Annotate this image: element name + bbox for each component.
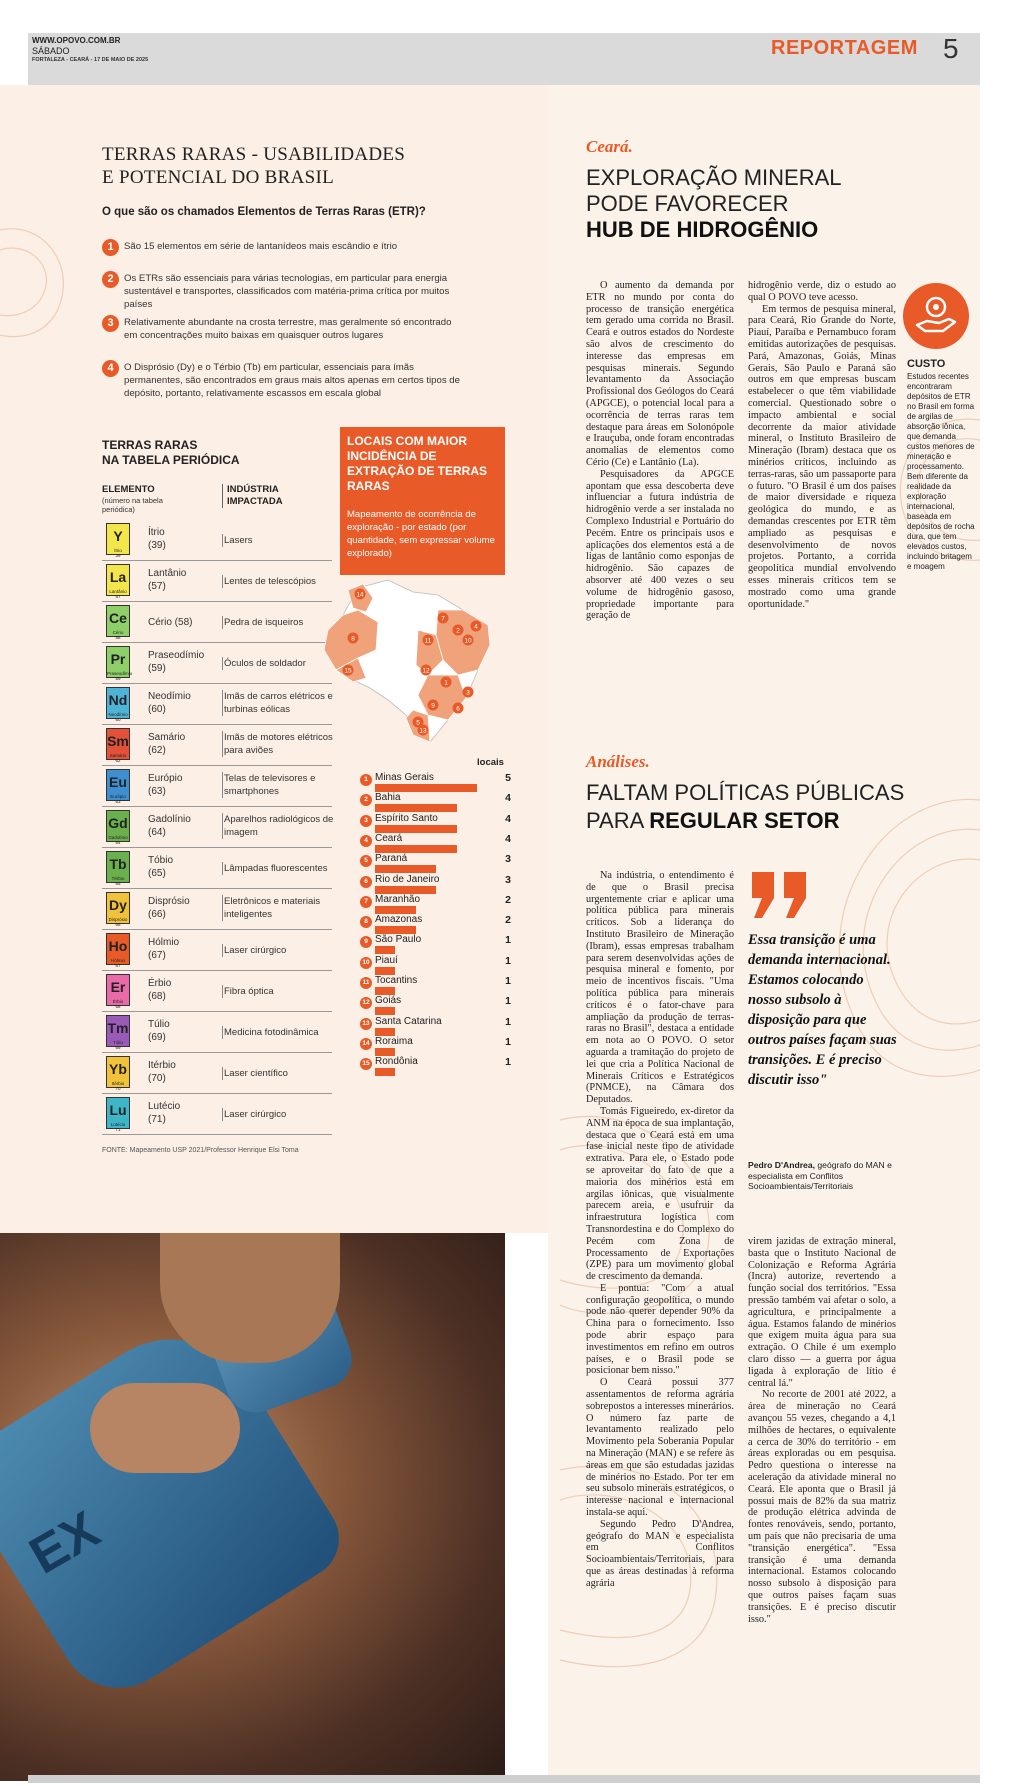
element-tile-number: 71 <box>115 1127 121 1132</box>
element-symbol: Lu <box>109 1102 127 1118</box>
key-point-1 <box>102 240 462 253</box>
article1-headline <box>586 165 842 217</box>
article1-column1 <box>586 280 734 622</box>
element-row-tm <box>102 1012 332 1053</box>
element-name <box>148 977 171 1003</box>
bar-row <box>360 1056 515 1078</box>
bar-row <box>360 914 515 936</box>
element-industry: Imãs de carros elétricos e turbinas eólicas <box>224 691 333 715</box>
element-tile-number: 63 <box>115 799 121 804</box>
bar-row <box>360 833 515 855</box>
element-name <box>148 1100 180 1126</box>
element-industry: Lentes de telescópios <box>222 575 334 588</box>
element-tile <box>106 769 130 804</box>
element-symbol: Ho <box>108 938 128 954</box>
periodic-title-line2: NA TABELA PERIÓDICA <box>102 453 240 467</box>
element-symbol: Y <box>113 528 123 544</box>
periodic-table-title <box>102 438 240 468</box>
map-marker-number: 11 <box>424 637 432 645</box>
bar-row <box>360 792 515 814</box>
map-marker-number: 3 <box>466 689 470 697</box>
element-tile <box>106 564 130 599</box>
article2-headline-line2 <box>586 808 839 834</box>
bar <box>375 825 457 833</box>
element-name-text: Érbio <box>148 978 172 989</box>
bar-value: 1 <box>505 995 511 1008</box>
element-number: (67) <box>148 950 166 961</box>
element-industry: Imãs de motores elétricos para aviões <box>224 732 333 756</box>
bar-value: 1 <box>505 1035 511 1048</box>
element-name-text: Itérbio <box>148 1060 176 1071</box>
element-industry: Óculos de soldador <box>222 657 334 670</box>
element-tile-number: 58 <box>115 635 121 640</box>
element-industry: Pedra de isqueiros <box>222 616 334 629</box>
article2-column2 <box>748 1236 896 1625</box>
bar-label: Ceará <box>375 832 403 844</box>
bar-rank: 3 <box>360 815 372 827</box>
map-marker-number: 6 <box>456 705 460 713</box>
tool-lettering: EX <box>20 1500 110 1586</box>
element-name <box>148 567 186 593</box>
element-number: (70) <box>148 1073 166 1084</box>
element-symbol: Gd <box>108 815 128 831</box>
bar <box>375 1048 395 1056</box>
article1-paragraph3: hidrogênio verde, diz o estudo ao qual O POVO teve acesso. <box>748 280 896 303</box>
element-tile-number: 68 <box>115 1004 121 1009</box>
element-symbol: Tb <box>109 856 127 872</box>
weekday: SÁBADO <box>32 46 70 56</box>
bar <box>375 987 395 995</box>
element-tile <box>106 810 130 845</box>
element-tile-number: 64 <box>115 840 121 845</box>
hand-coin-icon-svg <box>903 283 969 349</box>
element-tile <box>106 974 130 1009</box>
element-tile <box>106 687 130 722</box>
element-tile <box>106 892 130 927</box>
bar-label: Amazonas <box>375 914 423 926</box>
bar <box>375 865 436 873</box>
element-tile <box>106 523 130 558</box>
site-url[interactable]: WWW.OPOVO.COM.BR <box>32 36 121 45</box>
element-column-subheader: (número na tabela periódica) <box>102 496 163 514</box>
map-marker-number: 12 <box>422 667 430 675</box>
bar-value: 1 <box>505 954 511 967</box>
map-marker-number: 15 <box>344 667 352 675</box>
bar-rank: 8 <box>360 916 372 928</box>
industry-header-line1: INDÚSTRIA <box>227 484 279 495</box>
bar-label: Piauí <box>375 954 398 966</box>
element-number: (68) <box>148 991 166 1002</box>
element-row-tb <box>102 848 332 889</box>
element-symbol: Pr <box>110 651 126 667</box>
section-title: REPORTAGEM <box>771 37 918 59</box>
map-marker-number: 8 <box>351 635 355 643</box>
article2-kicker: Análises. <box>586 752 650 771</box>
bar <box>375 946 395 954</box>
element-tile <box>106 851 130 886</box>
element-row-la <box>102 561 332 602</box>
element-tile-number: 59 <box>115 676 121 681</box>
element-name-text: Samário <box>148 732 186 743</box>
infographic-question: O que são os chamados Elementos de Terras Raras (ETR)? <box>102 206 426 218</box>
article1-headline-line2: PODE FAVORECER <box>586 191 789 216</box>
element-name <box>148 616 192 629</box>
bar-rank: 14 <box>360 1038 372 1050</box>
key-point-3 <box>102 316 462 342</box>
element-tile-name: Túlio <box>113 1040 123 1045</box>
locations-title: LOCAIS COM MAIOR INCIDÊNCIA DE EXTRAÇÃO DE TERRAS RARAS <box>347 434 488 493</box>
element-symbol: Nd <box>108 692 128 708</box>
periodic-title-line1: TERRAS RARAS <box>102 438 198 452</box>
bar <box>375 845 457 853</box>
bar-label: Goiás <box>375 995 402 1007</box>
element-symbol: La <box>109 569 127 585</box>
bar <box>375 1028 395 1036</box>
bar-label: Espírito Santo <box>375 812 438 824</box>
element-column-header: ELEMENTO <box>102 484 155 495</box>
element-tile-number: 69 <box>115 1045 121 1050</box>
map-marker-number: 5 <box>416 719 420 727</box>
bar-label: Roraima <box>375 1035 413 1047</box>
element-name-text: Hólmio <box>148 937 180 948</box>
bar <box>375 784 477 792</box>
element-row-pr <box>102 643 332 684</box>
bar-label: Rondônia <box>375 1056 418 1068</box>
element-tile <box>106 728 130 763</box>
element-row-ce <box>102 602 332 643</box>
bar-value: 3 <box>505 853 511 866</box>
element-number: (62) <box>148 745 166 756</box>
bar-label: Bahia <box>375 792 401 804</box>
element-name-text: Túlio <box>148 1019 170 1030</box>
infographic-title <box>102 143 405 189</box>
brazil-map <box>318 570 493 745</box>
article1-kicker: Ceará. <box>586 137 633 156</box>
locations-subtitle: Mapeamento de ocorrência de exploração - por estado (por quantidade, sem expressar volume explorado) <box>347 509 495 559</box>
element-symbol: Sm <box>107 733 129 749</box>
element-tile-name: Lutécio <box>110 1122 126 1127</box>
element-name <box>148 1018 170 1044</box>
element-name-text: Tóbio <box>148 855 174 866</box>
element-name-text: Gadolínio <box>148 814 191 825</box>
bar-row <box>360 813 515 835</box>
article1-paragraph1: O aumento da demanda por ETR no mundo por conta do processo de transição energética tem gerado uma corrida no Brasil. Ceará e outros estados do Nordeste são alvos de crescimento do interesse das empresas em pesquisas minerais. Segundo levantamento da Associação Profissional dos Geólogos do Ceará (APGCE), o potencial local para a ocorrência de terras raras tem destaque para áreas em Solonópole e Irauçuba, onde foram encontradas anomalias de elementos como Cério (Ce) e Lantânio (La). <box>586 280 734 468</box>
element-number: (66) <box>148 909 166 920</box>
bar-row <box>360 772 515 794</box>
element-name <box>148 813 191 839</box>
element-number: (59) <box>148 663 166 674</box>
bar-row <box>360 975 515 997</box>
bar-rank: 13 <box>360 1018 372 1030</box>
bar-value: 1 <box>505 975 511 987</box>
element-row-er <box>102 971 332 1012</box>
source-note: FONTE: Mapeamento USP 2021/Professor Henrique Elsi Toma <box>102 1147 299 1154</box>
element-tile-name: Neodímio <box>108 712 128 717</box>
element-tile-name: Gadolínio <box>108 835 128 840</box>
article1-paragraph2: Pesquisadores da APGCE apontam que essa descoberta deve influenciar a futura indústria de hidrogênio verde a ser instalada no Complexo Industrial e Portuário do Pecém. Entre os principais usos e aplicações dos elementos está a de ligas de lantânio como esponjas de hidrogênio. São capazes de absorver até 400 vezes o seu volume de hidrogênio gasoso, propriedade importante para geração de <box>586 468 734 622</box>
element-row-ho <box>102 930 332 971</box>
map-marker-number: 13 <box>419 727 427 735</box>
map-marker-number: 7 <box>441 615 445 623</box>
element-industry: Fibra óptica <box>222 985 334 998</box>
key-point-number: 1 <box>102 239 119 256</box>
element-number: (69) <box>148 1032 166 1043</box>
bar-value: 1 <box>505 1015 511 1028</box>
article1-headline-bold: HUB DE HIDROGÊNIO <box>586 217 819 242</box>
bar-value: 1 <box>505 934 511 947</box>
pull-quote: Essa transição é uma demanda internacional. Estamos colocando nosso subsolo à disposição para que outros países façam suas transições. E é preciso discutir isso" <box>748 932 897 1088</box>
bar-row <box>360 874 515 896</box>
map-marker-number: 10 <box>464 637 472 645</box>
element-industry: Laser científico <box>222 1067 334 1080</box>
element-tile-name: Ítrio <box>114 548 122 553</box>
page-number: 5 <box>943 33 959 64</box>
thumb-shape <box>90 1383 240 1473</box>
quote-author-name: Pedro D'Andrea, <box>748 1160 815 1170</box>
industry-column-header <box>222 484 283 508</box>
bar-rank: 9 <box>360 936 372 948</box>
bar-rank: 2 <box>360 794 372 806</box>
key-point-text: Os ETRs são essenciais para várias tecnologias, em particular para energia sustentável e transportes, classificados com matéria-prima crítica por muitos países <box>124 273 450 310</box>
element-tile-name: Térbio <box>111 876 125 881</box>
element-tile <box>106 933 130 968</box>
element-row-y <box>102 520 332 561</box>
element-symbol: Yb <box>109 1061 127 1077</box>
pull-quote-author <box>748 1160 923 1192</box>
element-name-text: Ítrio <box>148 527 165 538</box>
infographic-title-line2: E POTENCIAL DO BRASIL <box>102 167 335 188</box>
bar-label: Rio de Janeiro <box>375 873 440 885</box>
element-row-sm <box>102 725 332 766</box>
element-name <box>148 936 179 962</box>
sidebar-text: Estudos recentes encontraram depósitos de ETR no Brasil em forma de argilas de absorção iônica, que demanda custos menores de mineração e processamento. Bem diferente da realidade da exploração internacional, baseada em depósitos de rocha dura, que tem elevados custos, incluindo britagem e moagem <box>907 372 975 571</box>
element-name <box>148 526 166 552</box>
bar <box>375 967 395 975</box>
element-tile <box>106 1056 130 1091</box>
element-symbol: Dy <box>109 897 127 913</box>
element-name <box>148 895 190 921</box>
bar-value: 3 <box>505 873 511 886</box>
map-marker-number: 1 <box>444 679 448 687</box>
element-name <box>148 690 191 716</box>
element-industry: Lâmpadas fluorescentes <box>222 862 334 875</box>
article2-headline-bold: REGULAR SETOR <box>649 808 840 833</box>
sidebar-title: CUSTO <box>907 358 946 370</box>
element-number: (63) <box>148 786 166 797</box>
element-name-text: Neodímio <box>148 691 191 702</box>
industry-header-line2: IMPACTADA <box>227 496 283 507</box>
map-marker-number: 9 <box>431 702 435 710</box>
element-tile-name: Európio <box>110 794 126 799</box>
element-tile-name: Praseodímio <box>107 671 133 676</box>
key-point-number: 4 <box>102 360 119 377</box>
hand-coin-icon <box>903 283 969 349</box>
element-tile-number: 57 <box>115 594 121 599</box>
bar-rank: 6 <box>360 876 372 888</box>
bar-row <box>360 955 515 977</box>
page-header <box>28 33 980 85</box>
article2-headline-prefix: PARA <box>586 808 650 833</box>
element-name-text: Lantânio <box>148 568 187 579</box>
element-symbol: Eu <box>109 774 127 790</box>
bar <box>375 906 416 914</box>
bar-row <box>360 894 515 916</box>
article2-paragraph2: Tomás Figueiredo, ex-diretor da ANM na época de sua implantação, destaca que o Ceará está em uma fase inicial neste tipo de atividade extrativa. Para ele, o Estado pode se aproveitar do fato de que a maioria dos minérios está em argilas iônicas, que visualmente parecem areia, e usufruir da infraestrutura logística com Transnordestina e do Complexo do Pecém com Zona de Processamento de Exportações (ZPE) para um movimento global de crescimento da demanda. <box>586 1105 734 1283</box>
element-industry: Lasers <box>222 534 334 547</box>
element-tile-number: 39 <box>115 553 121 558</box>
element-row-lu <box>102 1094 332 1135</box>
bar <box>375 926 416 934</box>
quote-author-role: geógrafo do MAN e especialista em Conflitos Socioambientais/Territoriais <box>748 1160 892 1191</box>
element-tile-name: Lantânio <box>109 589 127 594</box>
bar-value: 4 <box>505 792 511 805</box>
bar-value: 5 <box>505 772 511 784</box>
element-name-text: Cério (58) <box>148 617 193 628</box>
element-tile-name: Cério <box>112 630 124 635</box>
hand-with-tool-photo <box>0 1233 505 1781</box>
element-row-yb <box>102 1053 332 1094</box>
element-name-text: Praseodímio <box>148 650 205 661</box>
element-tile-number: 70 <box>115 1086 121 1091</box>
element-name <box>148 1059 176 1085</box>
bar-label: Maranhão <box>375 893 421 905</box>
element-number: (57) <box>148 581 166 592</box>
element-number: (39) <box>148 540 166 551</box>
article2-paragraph5: Segundo Pedro D'Andrea, geógrafo do MAN e especialista em Conflitos Socioambientais/Territoriais, para que as áreas destinadas à reforma agrária <box>586 1518 734 1589</box>
key-point-2 <box>102 272 462 311</box>
element-row-dy <box>102 889 332 930</box>
article1-headline-line1: EXPLORAÇÃO MINERAL <box>586 165 842 190</box>
bar-row <box>360 934 515 956</box>
bar-rank: 5 <box>360 855 372 867</box>
locais-label: locais <box>477 757 504 768</box>
bar-row <box>360 853 515 875</box>
element-tile-number: 62 <box>115 758 121 763</box>
article2-paragraph6: virem jazidas de extração mineral, basta que o Instituto Nacional de Colonização e Reforma Agrária (Incra) autorize, revertendo a função social dos territórios. "Essa pressão também vai afetar o solo, a agricultura, e principalmente a água. Estamos falando de minérios que exigem muita água para sua extração. O Chile é um exemplo claro disso — a guerra por água ligada à exploração de lítio é central lá." <box>748 1236 896 1389</box>
element-industry: Aparelhos radiológicos de imagem <box>224 814 334 838</box>
element-tile-number: 66 <box>115 922 121 927</box>
element-row-gd <box>102 807 332 848</box>
bar <box>375 1007 395 1015</box>
element-row-eu <box>102 766 332 807</box>
bottom-rule <box>28 1775 980 1783</box>
key-point-text: Relativamente abundante na crosta terrestre, mas geralmente só encontrado em concentrações muito baixas em quaisquer outros lugares <box>124 317 452 341</box>
bar-row <box>360 1016 515 1038</box>
element-symbol: Er <box>110 979 126 995</box>
element-symbol: Ce <box>109 610 127 626</box>
map-marker-number: 2 <box>456 627 460 635</box>
element-number: (64) <box>148 827 166 838</box>
key-point-4 <box>102 361 462 400</box>
element-tile <box>106 605 130 640</box>
element-industry: Telas de televisores e smartphones <box>222 772 334 798</box>
article2-paragraph7: No recorte de 2001 até 2022, a área de mineração no Ceará avançou 55 vezes, chegando a 4,1 milhões de hectares, o equivalente a cerca de 30% do território - em áreas exploradas ou em pesquisa. Pedro questiona o interesse na aceleração da atividade mineral no Ceará. Ele aponta que o Brasil já possui mais de 82% da sua matriz de produção elétrica advinda de fontes renováveis, sendo, portanto, um país que não precisaria de uma "transição energética". "Essa transição é uma demanda internacional. Estamos colocando nosso subsolo à disposição para que outros países façam suas transições. E é preciso discutir isso." <box>748 1389 896 1625</box>
bar-rank: 12 <box>360 997 372 1009</box>
key-point-number: 3 <box>102 315 119 332</box>
element-tile <box>106 1015 130 1050</box>
article1-paragraph4: Em termos de pesquisa mineral, para Ceará, Rio Grande do Norte, Piauí, Paraíba e Pernambuco foram emitidas autorizações de pesquisas. Pará, Amazonas, Goiás, Minas Gerais, São Paulo e Paraná são outros em que empresas buscam estabelecer o que têm viabilidade comercial. Questionado sobre o impacto ambiental e social decorrente da maior atividade mineral, o Instituto Brasileiro de Mineração (Ibram) destaca que os minérios críticos, incluindo as terras-raras, são um passaporte para o futuro. "O Brasil é um dos países de maior diversidade e riqueza geológica do mundo, e as demandas crescentes por ETR têm ampliado as pesquisas e desenvolvimento de novos projetos. Portanto, a corrida geopolítica mundial envolvendo esses minerais críticos tem se mostrado como uma grande oportunidade." <box>748 303 896 610</box>
bar-rank: 1 <box>360 774 372 786</box>
element-name-text: Disprósio <box>148 896 190 907</box>
map-marker-number: 14 <box>356 591 364 599</box>
element-number: (71) <box>148 1114 166 1125</box>
element-tile-number: 60 <box>115 717 121 722</box>
map-marker-number: 4 <box>474 623 478 631</box>
key-point-text: São 15 elementos em série de lantanídeos mais escândio e ítrio <box>124 241 398 252</box>
element-industry: Medicina fotodinâmica <box>222 1026 334 1039</box>
bar-value: 2 <box>505 914 511 927</box>
bar-rank: 11 <box>360 977 372 989</box>
bar-value: 4 <box>505 832 511 845</box>
bar-row <box>360 1036 515 1058</box>
element-industry: Eletrônicos e materiais inteligentes <box>222 895 334 921</box>
bar-rank: 10 <box>360 957 372 969</box>
article2-headline-line1: FALTAM POLÍTICAS PÚBLICAS <box>586 780 905 805</box>
bar-rank: 4 <box>360 835 372 847</box>
element-industry: Laser cirúrgico <box>222 1108 334 1121</box>
bar-value: 4 <box>505 812 511 825</box>
element-industry: Laser cirúrgico <box>222 944 334 957</box>
bar-label: Tocantins <box>375 975 418 986</box>
bar <box>375 886 436 894</box>
bar-label: Minas Gerais <box>375 772 434 783</box>
bar <box>375 1068 395 1076</box>
dateline: FORTALEZA - CEARÁ - 17 DE MAIO DE 2025 <box>32 57 149 63</box>
element-name <box>148 772 182 798</box>
article2-paragraph1: Na indústria, o entendimento é de que o Brasil precisa urgentemente criar e aplicar uma política pública para minerais críticos. Sob a liderança do Instituto Brasileiro de Mineração (Ibram), essas empresas trabalham para serem desenvolvidas ações de pesquisa mineral e fomento, por meio de incentivos fiscais. "Uma política pública para minerais críticos é o fator-chave para ampliação da produção de terras-raras no Brasil", destaca a entidade em nota ao O POVO. O setor aguarda a tramitação do projeto de lei que cria a Política Nacional de Minerais Críticos e Estratégicos (PNMCE), na Câmara dos Deputados. <box>586 870 734 1106</box>
bar-value: 1 <box>505 1056 511 1069</box>
bar-label: Santa Catarina <box>375 1015 442 1027</box>
element-tile-number: 67 <box>115 963 121 968</box>
element-tile-name: Hólmio <box>110 958 125 963</box>
element-tile-name: Érbio <box>112 999 124 1004</box>
element-name-text: Lutécio <box>148 1101 181 1112</box>
element-row-nd <box>102 684 332 725</box>
element-tile-number: 65 <box>115 881 121 886</box>
bar-rank: 15 <box>360 1058 372 1070</box>
article1-column2 <box>748 280 896 610</box>
bar-label: Paraná <box>375 853 408 865</box>
element-name-text: Európio <box>148 773 183 784</box>
bar-value: 2 <box>505 893 511 906</box>
article2-paragraph3: E pontua: "Com a atual configuração geopolítica, o mundo pode não querer depender 90% da China para o fornecimento. Isso pode abrir espaço para investimentos em refino em outros países, e o Brasil pode se posicionar bem nisso." <box>586 1282 734 1377</box>
element-tile <box>106 1097 130 1132</box>
element-tile <box>106 646 133 681</box>
element-number: (60) <box>148 704 166 715</box>
element-symbol: Tm <box>107 1020 129 1036</box>
article2-paragraph4: O Ceará possui 377 assentamentos de reforma agrária sobrepostos a interesses minerários. O número faz parte de levantamento realizado pelo Movimento pela Soberania Popular na Mineração (MAN) e se refere às áreas em que são estudadas jazidas de minérios no Estado. Por ter em seu subsolo minerais estratégicos, o interesse nacional e internacional instala-se aqui. <box>586 1377 734 1519</box>
element-tile-name: Samário <box>109 753 127 758</box>
bar <box>375 804 457 812</box>
bar-label: São Paulo <box>375 934 422 946</box>
element-tile-name: Disprósio <box>108 917 128 922</box>
article2-column1 <box>586 870 734 1590</box>
element-name <box>148 731 185 757</box>
bar-row <box>360 995 515 1017</box>
quote-mark-icon <box>748 868 812 922</box>
bar-rank: 7 <box>360 896 372 908</box>
key-point-text: O Disprósio (Dy) e o Térbio (Tb) em particular, essenciais para ímãs permanentes, são encontrados em graus mais altos apenas em certos tipos de depósito, portanto, relativamente escassos em escala global <box>124 362 460 399</box>
element-tile-name: Itérbio <box>111 1081 125 1086</box>
infographic-title-line1: TERRAS RARAS - USABILIDADES <box>102 144 406 165</box>
element-name <box>148 854 173 880</box>
key-point-number: 2 <box>102 271 119 288</box>
element-number: (65) <box>148 868 166 879</box>
element-name <box>148 649 204 675</box>
